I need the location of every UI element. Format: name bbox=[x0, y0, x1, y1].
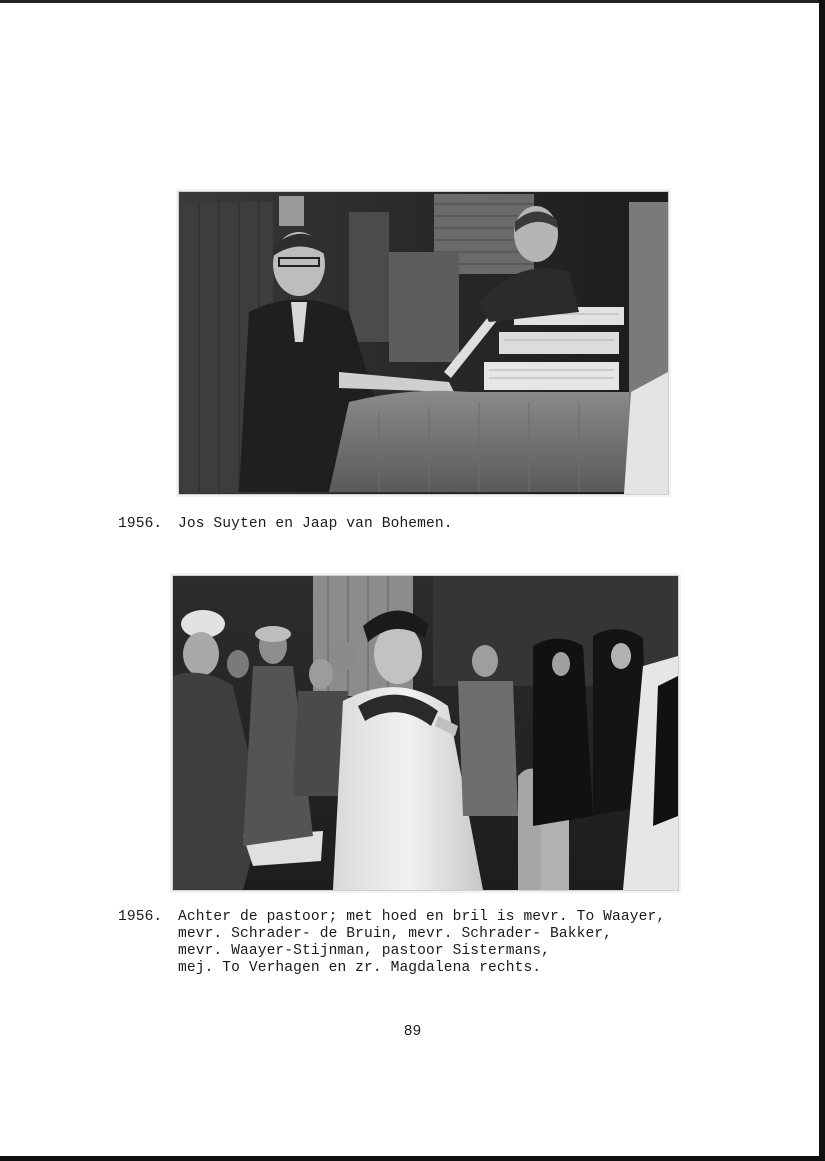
caption-photo-procession bbox=[118, 909, 665, 977]
page-top-edge bbox=[0, 0, 825, 3]
caption-line: mevr. Waayer-Stijnman, pastoor Sistermans, bbox=[178, 943, 551, 959]
page-number: 89 bbox=[403, 1024, 422, 1040]
caption-photo-organ bbox=[118, 516, 453, 533]
photo-procession-image bbox=[173, 576, 678, 890]
photo-procession bbox=[172, 575, 679, 891]
caption-year: 1956. bbox=[118, 909, 163, 925]
photo-organ bbox=[178, 191, 669, 495]
page-bottom-edge bbox=[0, 1156, 825, 1161]
caption-line: Jos Suyten en Jaap van Bohemen. bbox=[178, 516, 453, 532]
caption-line: mevr. Schrader- de Bruin, mevr. Schrader- Bakker, bbox=[178, 926, 613, 942]
caption-line: Achter de pastoor; met hoed en bril is mevr. To Waayer, bbox=[178, 909, 666, 925]
caption-line: mej. To Verhagen en zr. Magdalena rechts. bbox=[178, 960, 542, 976]
photo-organ-image bbox=[179, 192, 668, 494]
page-right-edge bbox=[819, 0, 825, 1161]
caption-year: 1956. bbox=[118, 516, 163, 532]
